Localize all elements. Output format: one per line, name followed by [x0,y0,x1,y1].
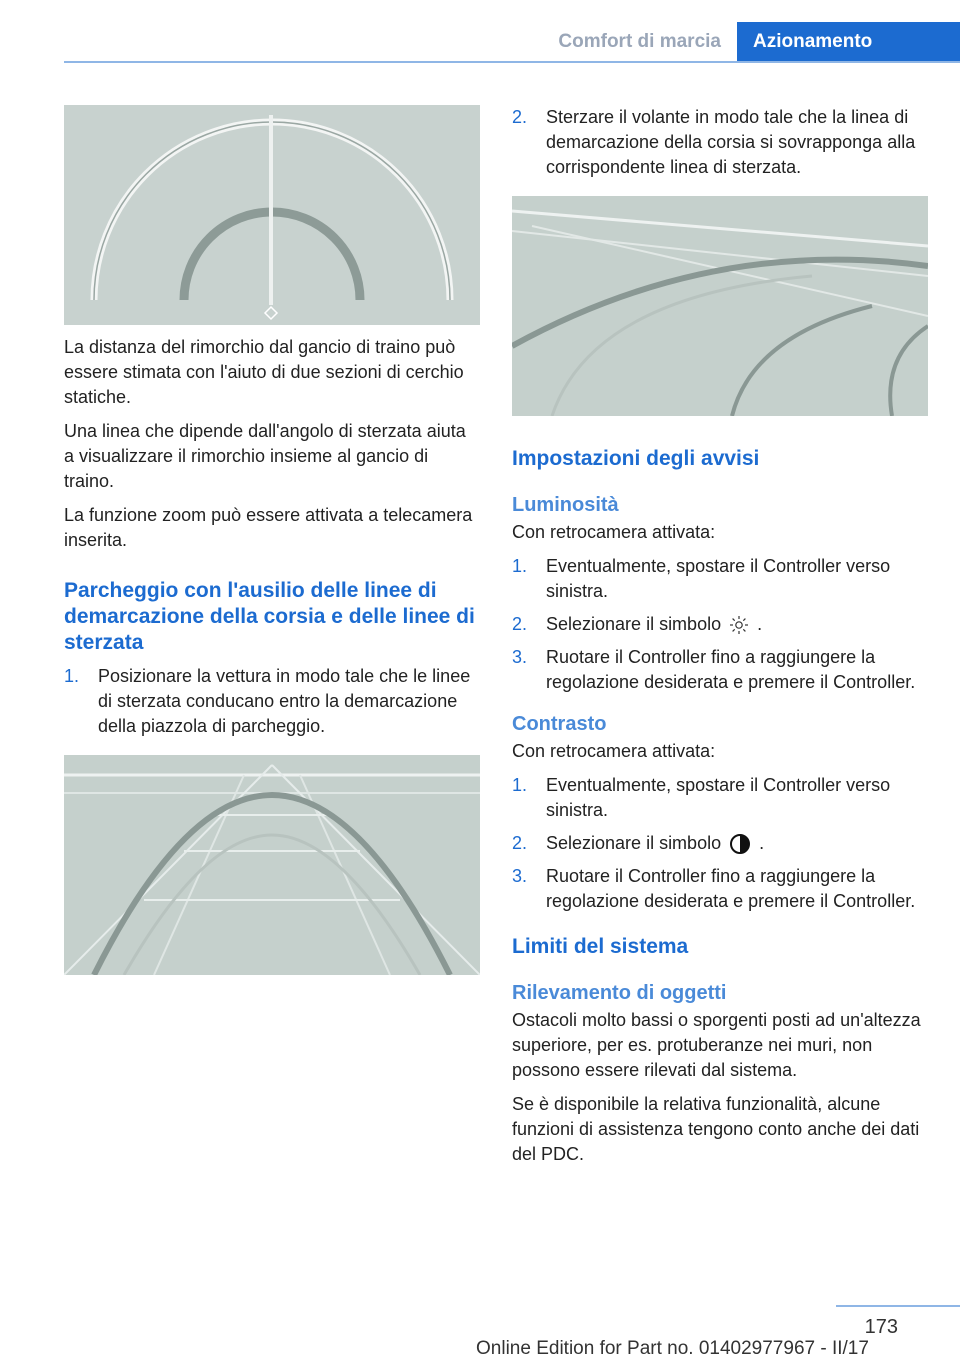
parking-steps-list [64,664,480,739]
page-number: 173 [864,1316,898,1338]
trailer-arc-camera-image [64,105,480,325]
list-item: 2. Selezionare il simbolo . [512,614,763,634]
object-detection-heading: Rilevamento di oggetti [512,982,727,1004]
contrast-steps-list [512,773,928,914]
parking-steps-continued-list [512,105,928,180]
header-chapter-tab: Azionamento [737,22,960,62]
warning-settings-heading: Impostazioni degli avvisi [512,447,760,470]
list-item: 3. Ruotare il Controller fino a raggiungere la regolazione desiderata e premere il Controller. [512,647,916,692]
list-item: 1. Eventualmente, spostare il Controller verso sinistra. [512,556,891,601]
pdc-paragraph: Se è disponibile la relativa funzionalità, alcune funzioni di assistenza tengono conto anche dei dati del PDC. [512,1094,920,1164]
left-column [64,105,480,975]
object-detection-paragraph: Ostacoli molto bassi o sporgenti posti ad un'altezza superiore, per es. protuberanze nei muri, non possono essere rilevati dal sistema. [512,1010,921,1080]
brightness-heading: Luminosità [512,494,619,516]
steering-lines-camera-image [512,196,928,416]
system-limits-heading: Limiti del sistema [512,935,689,958]
parking-lines-camera-image [64,755,480,975]
contrast-intro: Con retrocamera attivata: [512,741,716,761]
list-item: 2. Sterzare il volante in modo tale che la linea di demarcazione della corsia si sovrapponga alla corrispondente linea di sterzata. [512,107,916,177]
contrast-heading: Contrasto [512,713,607,735]
brightness-steps-list [512,554,928,695]
steering-line-paragraph: Una linea che dipende dall'angolo di sterzata aiuta a visualizzare il rimorchio insieme al gancio di traino. [64,421,466,491]
footer-rule [836,1305,960,1307]
contrast-icon [729,833,751,855]
brightness-intro: Con retrocamera attivata: [512,522,716,542]
edition-note: Online Edition for Part no. 01402977967 - II/17 [476,1338,869,1359]
header-rule [64,61,960,63]
zoom-paragraph: La funzione zoom può essere attivata a telecamera inserita. [64,505,473,550]
list-item: 1. Posizionare la vettura in modo tale che le linee di sterzata conducano entro la demarcazione della piazzola di parcheggio. [64,666,471,736]
right-column [512,105,928,1176]
header-section-tab: Comfort di marcia [558,31,721,52]
list-item: 2. Selezionare il simbolo . [512,831,928,856]
parking-lines-heading: Parcheggio con l'ausilio delle linee di demarcazione della corsia e delle linee di sterzata [64,579,475,654]
list-item: 3. Ruotare il Controller fino a raggiungere la regolazione desiderata e premere il Controller. [512,866,916,911]
sun-icon [729,615,749,635]
trailer-distance-paragraph: La distanza del rimorchio dal gancio di traino può essere stimata con l'aiuto di due sezioni di cerchio statiche. [64,337,464,407]
list-item: 1. Eventualmente, spostare il Controller verso sinistra. [512,775,891,820]
